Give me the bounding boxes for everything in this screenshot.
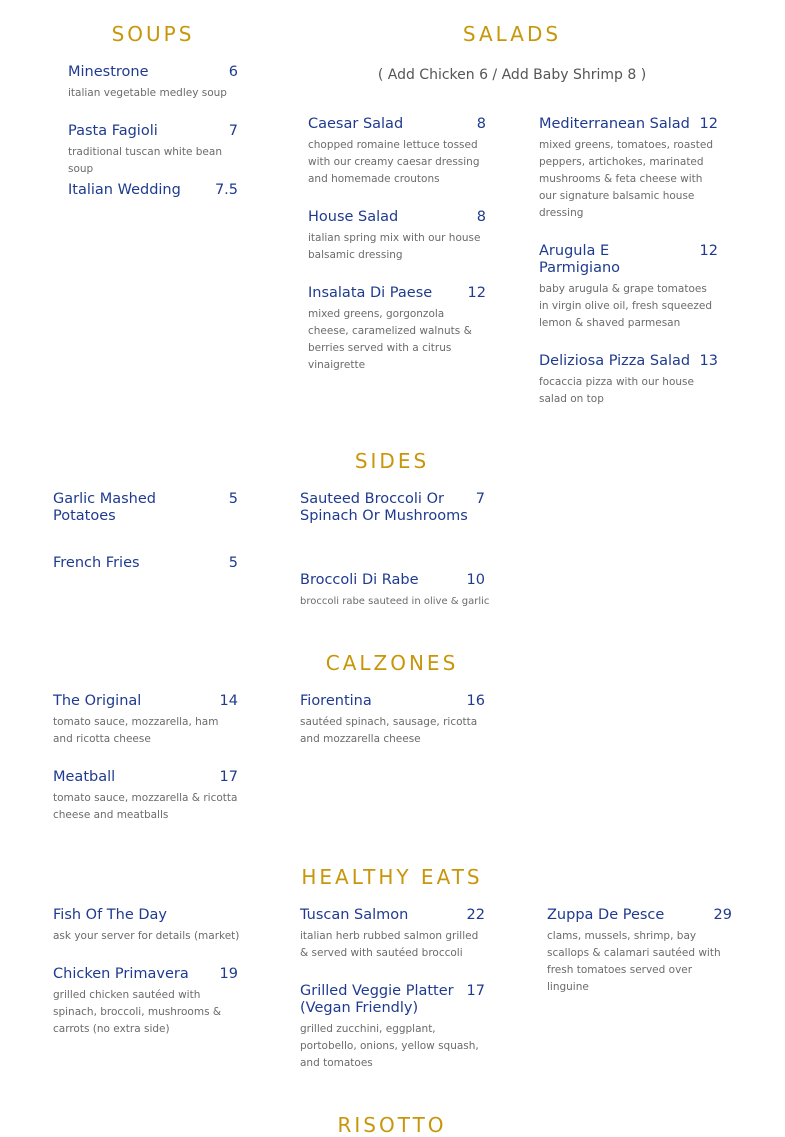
item-description: sautéed spinach, sausage, ricotta and mozzarella cheese	[300, 716, 478, 745]
menu-item-grilled-veggie-platter	[300, 983, 485, 1072]
item-name: Pasta Fagioli	[68, 123, 158, 139]
item-description: grilled chicken sautéed with spinach, broccoli, mushrooms & carrots (no extra side)	[53, 989, 222, 1035]
item-name: Chicken Primavera	[53, 966, 189, 982]
item-description: chopped romaine lettuce tossed with our creamy caesar dressing and homemade croutons	[308, 139, 480, 185]
item-description: tomato sauce, mozzarella, ham and ricotta cheese	[53, 716, 219, 745]
item-name: The Original	[53, 693, 142, 709]
item-name: House Salad	[308, 209, 399, 225]
item-description: ask your server for details (market)	[53, 930, 240, 942]
item-name: Insalata Di Paese	[308, 285, 433, 301]
salads-addon-note: ( Add Chicken 6 / Add Baby Shrimp 8 )	[377, 67, 647, 83]
menu-item-insalata-di-paese	[308, 285, 486, 374]
item-price: 17	[219, 769, 238, 785]
item-price: 10	[466, 572, 485, 588]
item-name: Fish Of The Day	[53, 907, 168, 923]
item-description: grilled zucchini, eggplant, portobello, onions, yellow squash, and tomatoes	[300, 1023, 479, 1069]
item-price: 14	[219, 693, 238, 709]
item-name: Caesar Salad	[308, 116, 404, 132]
item-name: French Fries	[53, 555, 140, 571]
item-description: tomato sauce, mozzarella & ricotta cheese and meatballs	[53, 792, 238, 821]
item-name: Broccoli Di Rabe	[300, 572, 419, 588]
item-name: Grilled Veggie Platter (Vegan Friendly)	[300, 983, 454, 1016]
item-price: 5	[228, 491, 238, 507]
item-price: 8	[476, 209, 486, 225]
item-price: 12	[699, 116, 718, 132]
item-name: Deliziosa Pizza Salad	[539, 353, 691, 369]
menu-item-minestrone	[68, 64, 238, 102]
item-name: Meatball	[53, 769, 116, 785]
item-name: Italian Wedding	[68, 182, 181, 198]
menu-item-fiorentina	[300, 693, 485, 748]
item-price: 8	[476, 116, 486, 132]
menu-item-house-salad	[308, 209, 486, 264]
salads-heading: SALADS	[462, 22, 562, 46]
item-description: mixed greens, gorgonzola cheese, caramelized walnuts & berries served with a citrus vinaigrette	[308, 308, 472, 371]
menu-item-french-fries	[53, 555, 238, 572]
item-description: broccoli rabe sauteed in olive & garlic	[300, 596, 490, 607]
item-price: 7.5	[214, 182, 238, 198]
menu-item-deliziosa-pizza-salad	[539, 353, 718, 408]
item-description: baby arugula & grape tomatoes in virgin olive oil, fresh squeezed lemon & shaved parmesan	[539, 283, 713, 329]
item-price: 6	[228, 64, 238, 80]
item-description: italian spring mix with our house balsamic dressing	[308, 232, 481, 261]
item-price: 29	[713, 907, 732, 923]
item-price: 5	[228, 555, 238, 571]
menu-item-tuscan-salmon	[300, 907, 485, 962]
menu-item-the-original	[53, 693, 238, 748]
item-name: Fiorentina	[300, 693, 372, 709]
item-price: 13	[699, 353, 718, 369]
calzones-heading: CALZONES	[325, 651, 459, 675]
item-price: 17	[466, 983, 485, 999]
item-name: Sauteed Broccoli Or Spinach Or Mushrooms	[300, 491, 468, 524]
menu-item-zuppa-de-pesce	[547, 907, 732, 996]
item-name: Arugula E Parmigiano	[539, 243, 621, 276]
risotto-heading: RISOTTO	[337, 1113, 447, 1137]
menu-item-sauteed-broccoli	[300, 491, 485, 525]
item-description: italian herb rubbed salmon grilled & served with sautéed broccoli	[300, 930, 479, 959]
item-price: 16	[466, 693, 485, 709]
item-name: Minestrone	[68, 64, 149, 80]
item-description: mixed greens, tomatoes, roasted peppers, artichokes, marinated mushrooms & feta cheese with our signature balsamic house dressing	[539, 139, 713, 219]
item-price: 7	[475, 491, 485, 507]
healthy-eats-heading: HEALTHY EATS	[301, 865, 483, 889]
item-price: 7	[228, 123, 238, 139]
menu-item-broccoli-di-rabe	[300, 572, 490, 610]
item-name: Zuppa De Pesce	[547, 907, 665, 923]
item-description: focaccia pizza with our house salad on top	[539, 376, 694, 405]
soups-heading: SOUPS	[111, 22, 195, 46]
item-name: Mediterranean Salad	[539, 116, 690, 132]
menu-item-arugula-e-parmigiano	[539, 243, 718, 332]
item-description: italian vegetable medley soup	[68, 87, 227, 99]
item-name: Tuscan Salmon	[300, 907, 409, 923]
menu-item-pasta-fagioli	[68, 123, 238, 178]
menu-item-caesar-salad	[308, 116, 486, 188]
item-price: 19	[219, 966, 238, 982]
item-description: clams, mussels, shrimp, bay scallops & calamari sautéed with fresh tomatoes served over linguine	[547, 930, 721, 993]
menu-item-mediterranean-salad	[539, 116, 718, 222]
menu-item-meatball	[53, 769, 238, 824]
item-description: traditional tuscan white bean soup	[68, 146, 222, 175]
menu-item-italian-wedding	[68, 182, 238, 199]
item-price: 22	[466, 907, 485, 923]
item-name: Garlic Mashed Potatoes	[53, 491, 156, 524]
item-price: 12	[699, 243, 718, 259]
menu-item-garlic-mashed-potatoes	[53, 491, 238, 525]
menu-item-fish-of-the-day	[53, 907, 243, 945]
item-price: 12	[467, 285, 486, 301]
sides-heading: SIDES	[354, 449, 430, 473]
menu-item-chicken-primavera	[53, 966, 238, 1038]
